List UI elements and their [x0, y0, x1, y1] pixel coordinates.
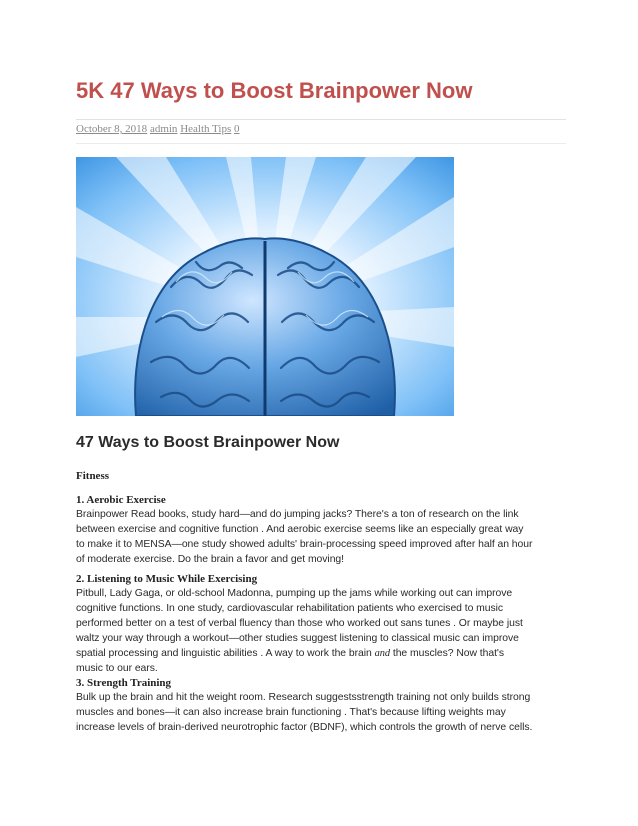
- post-date-link[interactable]: October 8, 2018: [76, 123, 148, 135]
- section-strength-training: [76, 677, 570, 735]
- section-music-exercise: [76, 573, 570, 676]
- title-divider: [76, 119, 566, 120]
- post-meta: [76, 123, 239, 135]
- author-link[interactable]: admin: [149, 123, 178, 135]
- category-label: Fitness: [76, 470, 109, 482]
- section-heading: 1. Aerobic Exercise: [76, 494, 166, 506]
- section-heading: 3. Strength Training: [76, 677, 172, 689]
- comments-link[interactable]: 0: [233, 123, 240, 135]
- article-subtitle: 47 Ways to Boost Brainpower Now: [76, 434, 340, 451]
- section-body: Bulk up the brain and hit the weight room. Research suggestsstrength training not only builds strong muscles and bones—it can also increase brain functioning . That's because lifting weights may increase levels of brain-derived neurotrophic factor (BDNF), which controls the growth of nerve cells.: [76, 692, 533, 733]
- page-title: 5K 47 Ways to Boost Brainpower Now: [76, 78, 473, 103]
- section-body: Brainpower Read books, study hard—and do jumping jacks? There's a ton of research on the link between exercise and cognitive function . And aerobic exercise seems like an especially great way to make it to MENSA—one study showed adults' brain-processing speed improved after half an hour of moderate exercise. Do the brain a favor and get moving!: [76, 509, 533, 565]
- section-heading: 2. Listening to Music While Exercising: [76, 573, 258, 585]
- brain-icon: [76, 157, 454, 416]
- section-body: Pitbull, Lady Gaga, or old-school Madonna, pumping up the jams while working out can improve cognitive functions. In one study, cardiovascular rehabilitation patients who exercised to music performed better on a test of verbal fluency than those who worked out sans tunes . Or maybe just waltz your way through a workout—other studies suggest listening to classical music can improve spatial processing and linguistic abilities . A way to work the brain and the muscles? Now that's music to our ears.: [76, 588, 523, 674]
- featured-image: [76, 157, 454, 416]
- emphasis-text: and: [374, 648, 391, 659]
- category-link[interactable]: Health Tips: [180, 123, 232, 135]
- meta-divider: [76, 143, 566, 144]
- section-aerobic-exercise: [76, 494, 570, 567]
